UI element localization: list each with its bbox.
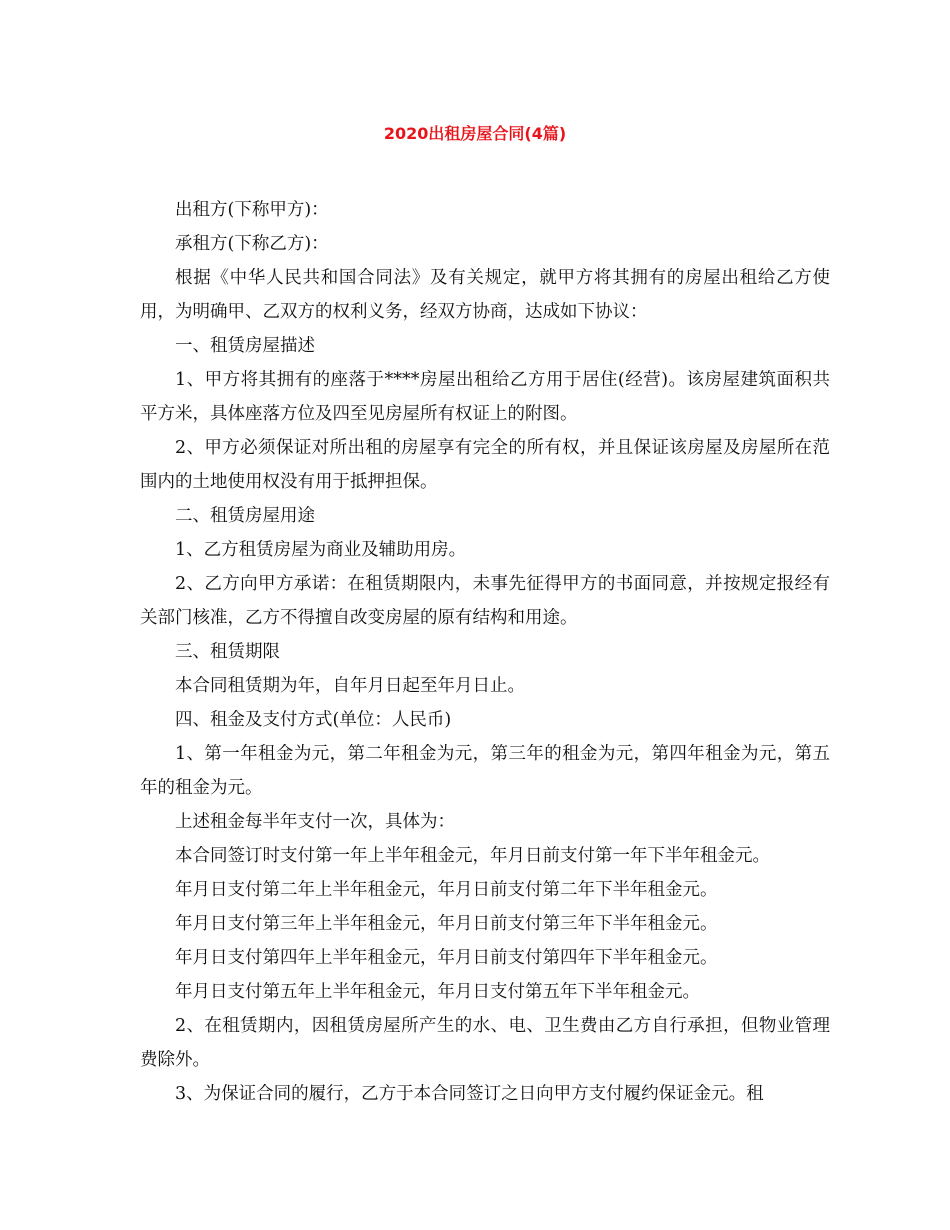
paragraph-clause: 本合同租赁期为年，自年月日起至年月日止。 xyxy=(175,676,525,696)
paragraph-clause: 2、乙方向甲方承诺：在租赁期限内，未事先征得甲方的书面同意，并按规定报经有关部门核准，乙方不得擅自改变房屋的原有结构和用途。 xyxy=(140,574,830,628)
paragraph-clause: 1、甲方将其拥有的座落于****房屋出租给乙方用于居住(经营)。该房屋建筑面积共 平方米，具体座落方位及四至见房屋所有权证上的附图。 xyxy=(140,370,830,424)
paragraph-payment-line: 年月日支付第四年上半年租金元，年月日前支付第四年下半年租金元。 xyxy=(175,948,718,968)
paragraph-clause: 上述租金每半年支付一次，具体为： xyxy=(175,812,455,832)
paragraph-lessee: 承租方(下称乙方)： xyxy=(175,234,329,254)
section-heading-3: 三、租赁期限 xyxy=(175,642,280,662)
paragraph-clause: 2、甲方必须保证对所出租的房屋享有完全的所有权，并且保证该房屋及房屋所在范围内的土地使用权没有用于抵押担保。 xyxy=(140,438,830,492)
paragraph-preamble: 根据《中华人民共和国合同法》及有关规定，就甲方将其拥有的房屋出租给乙方使用，为明确甲、乙双方的权利义务，经双方协商，达成如下协议： xyxy=(140,268,830,322)
document-body xyxy=(140,193,830,1111)
paragraph-payment-line: 年月日支付第五年上半年租金元，年月日支付第五年下半年租金元。 xyxy=(175,982,700,1002)
section-heading-2: 二、租赁房屋用途 xyxy=(175,506,315,526)
paragraph-clause: 1、第一年租金为元，第二年租金为元，第三年的租金为元，第四年租金为元，第五年的租金为元。 xyxy=(140,744,830,798)
document-title: 2020出租房屋合同(4篇) xyxy=(383,124,567,143)
paragraph-payment-line: 年月日支付第三年上半年租金元，年月日前支付第三年下半年租金元。 xyxy=(175,914,718,934)
paragraph-clause: 1、乙方租赁房屋为商业及辅助用房。 xyxy=(175,540,467,560)
section-heading-4: 四、租金及支付方式(单位：人民币) xyxy=(175,710,452,730)
paragraph-clause: 2、在租赁期内，因租赁房屋所产生的水、电、卫生费由乙方自行承担，但物业管理费除外。 xyxy=(140,1016,830,1070)
paragraph-clause: 3、为保证合同的履行，乙方于本合同签订之日向甲方支付履约保证金元。租 xyxy=(175,1084,764,1104)
paragraph-lessor: 出租方(下称甲方)： xyxy=(175,200,329,220)
paragraph-payment-line: 本合同签订时支付第一年上半年租金元，年月日前支付第一年下半年租金元。 xyxy=(175,846,770,866)
paragraph-payment-line: 年月日支付第二年上半年租金元，年月日前支付第二年下半年租金元。 xyxy=(175,880,718,900)
section-heading-1: 一、租赁房屋描述 xyxy=(175,336,315,356)
